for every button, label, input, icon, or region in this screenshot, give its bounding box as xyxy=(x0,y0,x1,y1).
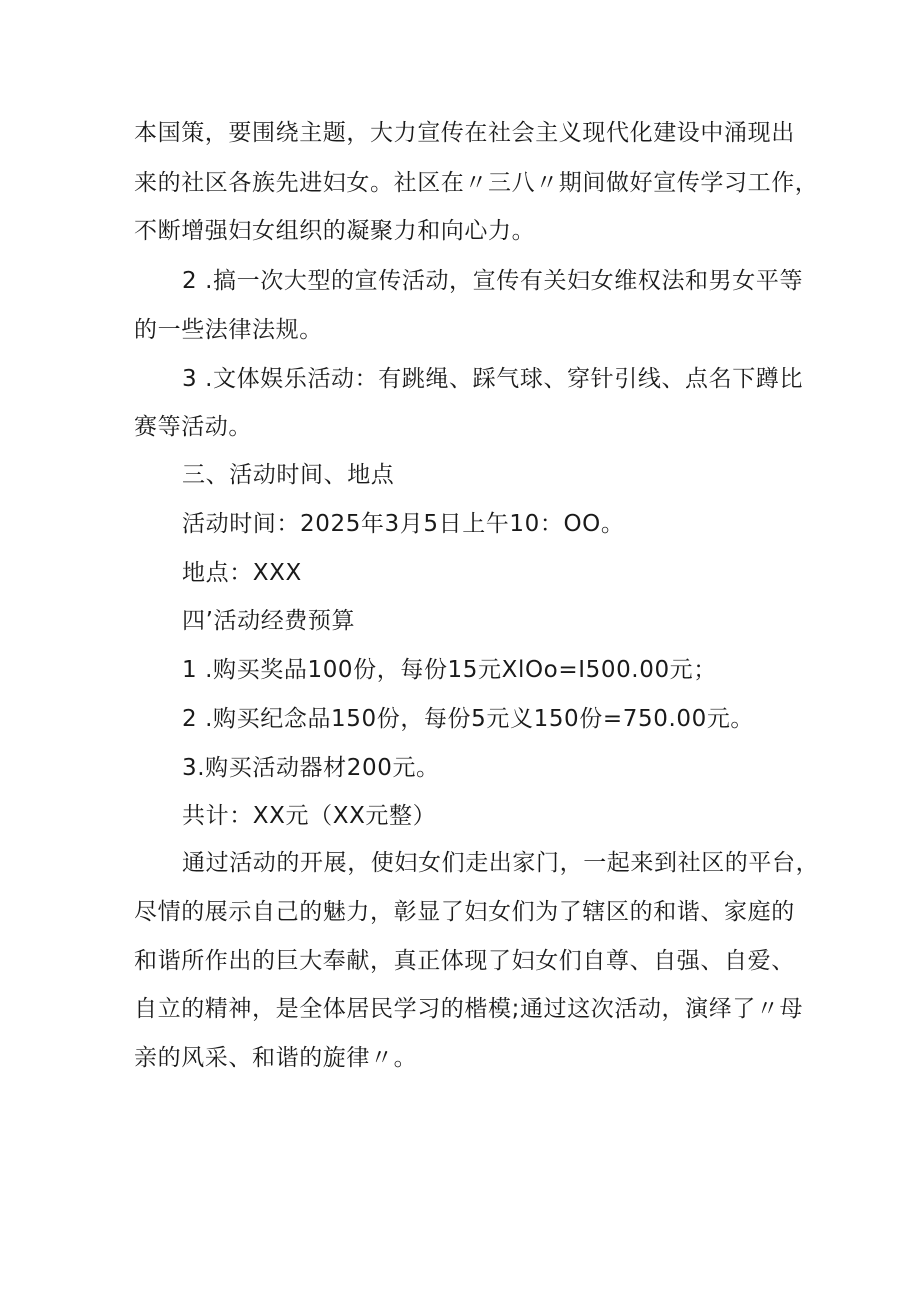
section-heading-time-location: 三、活动时间、地点 xyxy=(182,462,395,488)
closing-paragraph-line: 自立的精神，是全体居民学习的楷模;通过这次活动，演绎了〃母 xyxy=(134,996,804,1022)
activity-time: 活动时间：2025年3月5日上午10：OO。 xyxy=(182,511,625,537)
list-item-2-line: 的一些法律法规。 xyxy=(134,317,323,343)
paragraph-line: 不断增强妇女组织的凝聚力和向心力。 xyxy=(134,218,536,244)
budget-item: 3.购买活动器材200元。 xyxy=(182,755,440,781)
closing-paragraph-line: 亲的风采、和谐的旋律〃。 xyxy=(134,1045,418,1071)
closing-paragraph-line: 和谐所作出的巨大奉献，真正体现了妇女们自尊、自强、自爱、 xyxy=(134,948,795,974)
section-heading-budget: 四’活动经费预算 xyxy=(182,608,356,634)
budget-item: 2 .购买纪念品150份，每份5元义150份=750.00元。 xyxy=(182,706,755,732)
list-item-3-line: 3 .文体娱乐活动：有跳绳、踩气球、穿针引线、点名下蹲比 xyxy=(182,366,804,392)
paragraph-line: 来的社区各族先进妇女。社区在〃三八〃期间做好宣传学习工作， xyxy=(134,170,819,196)
budget-total: 共计：XX元（XX元整） xyxy=(182,803,437,829)
activity-location: 地点：XXX xyxy=(182,560,302,586)
budget-item: 1 .购买奖品100份，每份15元XlOo=I500.00元； xyxy=(182,657,717,683)
closing-paragraph-line: 尽情的展示自己的魅力，彰显了妇女们为了辖区的和谐、家庭的 xyxy=(134,899,795,925)
closing-paragraph-line: 通过活动的开展，使妇女们走出家门，一起来到社区的平台， xyxy=(182,850,820,876)
list-item-2-line: 2 .搞一次大型的宣传活动，宣传有关妇女维权法和男女平等 xyxy=(182,268,804,294)
list-item-3-line: 赛等活动。 xyxy=(134,414,252,440)
paragraph-line: 本国策，要围绕主题，大力宣传在社会主义现代化建设中涌现出 xyxy=(134,120,795,146)
